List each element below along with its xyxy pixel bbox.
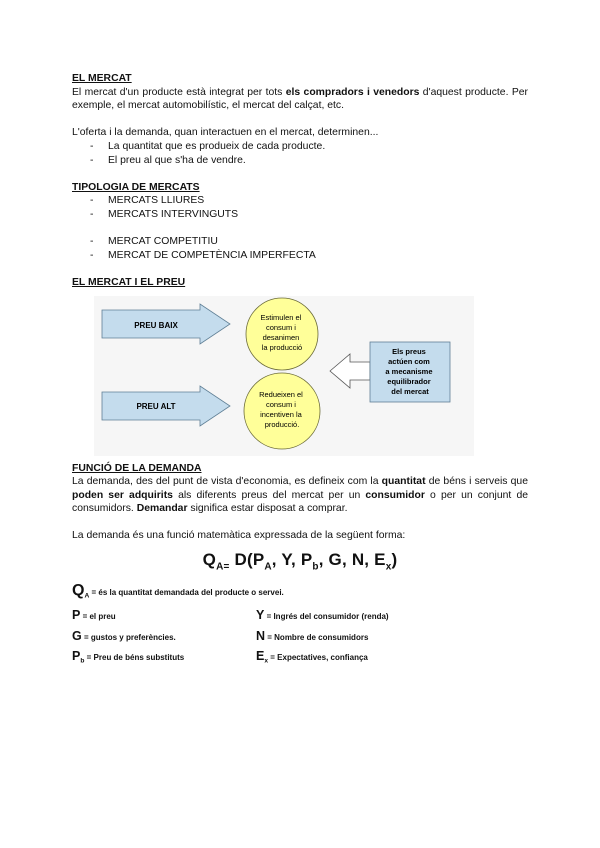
symbol: N: [256, 628, 266, 643]
arrow-preu-baix-label: PREU BAIX: [134, 320, 178, 330]
def-p: [72, 609, 256, 624]
list-item: - MERCAT COMPETITIU: [90, 235, 528, 249]
heading-demanda: FUNCIÓ DE LA DEMANDA: [72, 462, 202, 474]
list-item: - MERCATS LLIURES: [90, 194, 528, 208]
def-g: [72, 630, 256, 645]
mercat-definition: [72, 86, 528, 113]
line: Redueixen el: [259, 389, 303, 399]
list-item: - La quantitat que es produeix de cada producte.: [90, 140, 528, 154]
formula-part: D(P: [229, 550, 265, 570]
formula-part: , Y, P: [271, 550, 313, 570]
demand-formula: [72, 550, 528, 574]
line: producció.: [264, 419, 300, 429]
formula-sub: x: [385, 561, 392, 573]
text: als diferents preus del mercat per un: [172, 489, 366, 501]
symbol-sub: x: [264, 658, 269, 666]
list-item: - El preu al que s'ha de vendre.: [90, 154, 528, 168]
line: incentiven la: [260, 409, 302, 419]
document-page: [72, 72, 528, 669]
line: Estimulen el: [260, 312, 302, 322]
heading-mercat: EL MERCAT: [72, 73, 132, 84]
text: de béns i serveis que: [425, 476, 528, 488]
list-item: - MERCATS INTERVINGUTS: [90, 208, 528, 222]
line: a mecanisme: [385, 366, 433, 376]
bold-text: els compradors i venedors: [285, 86, 420, 98]
def-ex: [256, 650, 516, 668]
def-text: = gustos y preferències.: [81, 632, 176, 642]
symbol: G: [72, 628, 82, 643]
symbol: Y: [256, 608, 265, 623]
bold-text: consumidor: [365, 489, 425, 501]
price-diagram-svg: [94, 296, 474, 456]
formula-part: , G, N, E: [318, 550, 386, 570]
tipologia-list-1: [72, 194, 528, 221]
text: d'aquest producte. Per exemple, el mercat automobilístic, el mercat del calçat, etc.: [72, 86, 528, 112]
def-y: [256, 609, 516, 624]
bold-text: Demandar: [136, 503, 188, 515]
symbol: E: [256, 649, 265, 664]
heading-preu: EL MERCAT I EL PREU: [72, 276, 186, 288]
line: consum i: [265, 399, 296, 409]
heading-tipologia: TIPOLOGIA DE MERCATS: [72, 181, 200, 193]
bold-text: poden ser adquirits: [72, 489, 173, 501]
mercat-intro: L'oferta i la demanda, quan interactuen en el mercat, determinen...: [72, 127, 379, 139]
def-n: [256, 630, 516, 645]
symbol: P: [72, 608, 81, 623]
formula-part: ): [391, 550, 398, 570]
line: Els preus: [392, 346, 426, 356]
formula-sub: A: [264, 561, 272, 573]
tipologia-list-2: [72, 235, 528, 262]
def-qa: [72, 584, 516, 603]
formula-part: Q: [202, 550, 217, 570]
def-text: = Nombre de consumidors: [265, 632, 369, 642]
def-text: = Preu de béns substituts: [84, 653, 185, 663]
text: La demanda, des del punt de vista d'economia, es defineix com la: [72, 476, 382, 488]
circle-redueixen-text: [259, 390, 305, 429]
price-diagram: [94, 296, 474, 456]
box-equilibrador-text: [385, 347, 434, 396]
def-text: = és la quantitat demandada del producte o servei.: [89, 588, 284, 598]
symbol: P: [72, 649, 81, 664]
def-text: = el preu: [80, 612, 116, 622]
def-text: = Expectatives, confiança: [268, 653, 368, 663]
demanda-intro: La demanda és una funció matemàtica expressada de la següent forma:: [72, 530, 406, 542]
line: actúen com: [388, 356, 430, 366]
symbol-sub: b: [80, 658, 85, 666]
list-item: - MERCAT DE COMPETÈNCIA IMPERFECTA: [90, 249, 528, 263]
line: consum i: [265, 322, 296, 332]
text: o per un conjunt de consumidors.: [72, 489, 529, 515]
formula-sub: A=: [216, 561, 230, 573]
circle-estimulen-text: [261, 313, 304, 352]
text: El mercat d'un producte està integrat per tots: [72, 86, 286, 98]
formula-sub: b: [312, 561, 319, 573]
formula-block: [72, 550, 528, 669]
symbol-sub: A: [84, 592, 90, 600]
formula-definitions: [72, 584, 528, 669]
line: equilibrador: [387, 376, 431, 386]
text: significa estar disposat a comprar.: [187, 503, 348, 515]
arrow-preu-alt-label: PREU ALT: [136, 401, 176, 411]
line: la producció: [261, 342, 303, 352]
line: del mercat: [391, 386, 429, 396]
arrow-to-box: [330, 354, 370, 388]
mercat-bullets: [72, 140, 528, 167]
bold-text: quantitat: [381, 476, 426, 488]
demanda-definition: [72, 475, 528, 516]
def-text: = Ingrés del consumidor (renda): [264, 612, 389, 622]
line: desanimen: [262, 332, 300, 342]
symbol: Q: [72, 582, 85, 600]
def-pb: [72, 650, 256, 668]
